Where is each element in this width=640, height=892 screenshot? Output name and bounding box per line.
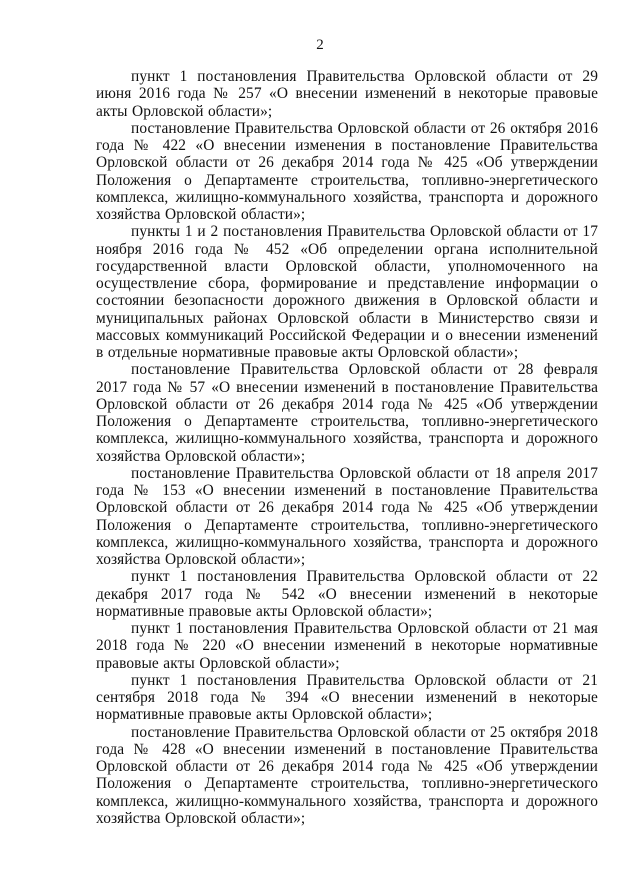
paragraph-7: пункт 1 постановления Правительства Орловской области от 21 мая 2018 года № 220 «О внесении изменений в некоторые нормативные правовые акты Орловской области»; [96, 620, 598, 672]
document-body [96, 68, 598, 827]
paragraph-1: пункт 1 постановления Правительства Орловской области от 29 июня 2016 года № 257 «О внесении изменений в некоторые правовые акты Орловской области»; [96, 68, 598, 120]
paragraph-5: постановление Правительства Орловской области от 18 апреля 2017 года № 153 «О внесении изменений в постановление Правительства Орловской области от 26 декабря 2014 года № 425 «Об утверждении Положения о Департаменте строительства, топливно-энергетического комплекса, жилищно-коммунального хозяйства, транспорта и дорожного хозяйства Орловской области»; [96, 464, 598, 568]
paragraph-2: постановление Правительства Орловской области от 26 октября 2016 года № 422 «О внесении изменения в постановление Правительства Орловской области от 26 декабря 2014 года № 425 «Об утверждении Положения о Департаменте строительства, топливно-энергетического комплекса, жилищно-коммунального хозяйства, транспорта и дорожного хозяйства Орловской области»; [96, 119, 598, 223]
page-number: 2 [316, 37, 324, 53]
paragraph-3: пункты 1 и 2 постановления Правительства Орловской области от 17 ноября 2016 года № 452 «Об определении органа исполнительной государственной власти Орловской области, уполномоченного на осуществление сбора, формирование и представление информации о состоянии безопасности дорожного движения в Орловской области и муниципальных районах Орловской области в Министерство связи и массовых коммуникаций Российской Федерации и о внесении изменений в отдельные нормативные правовые акты Орловской области»; [96, 223, 598, 361]
paragraph-4: постановление Правительства Орловской области от 28 февраля 2017 года № 57 «О внесении изменений в постановление Правительства Орловской области от 26 декабря 2014 года № 425 «Об утверждении Положения о Департаменте строительства, топливно-энергетического комплекса, жилищно-коммунального хозяйства, транспорта и дорожного хозяйства Орловской области»; [96, 361, 598, 465]
paragraph-8: пункт 1 постановления Правительства Орловской области от 21 сентября 2018 года № 394 «О внесении изменений в некоторые нормативные правовые акты Орловской области»; [96, 671, 598, 724]
paragraph-9: постановление Правительства Орловской области от 25 октября 2018 года № 428 «О внесении изменений в постановление Правительства Орловской области от 26 декабря 2014 года № 425 «Об утверждении Положения о Департаменте строительства, топливно-энергетического комплекса, жилищно-коммунального хозяйства, транспорта и дорожного хозяйства Орловской области»; [96, 723, 598, 827]
paragraph-6: пункт 1 постановления Правительства Орловской области от 22 декабря 2017 года № 542 «О внесении изменений в некоторые нормативные правовые акты Орловской области»; [96, 568, 598, 620]
